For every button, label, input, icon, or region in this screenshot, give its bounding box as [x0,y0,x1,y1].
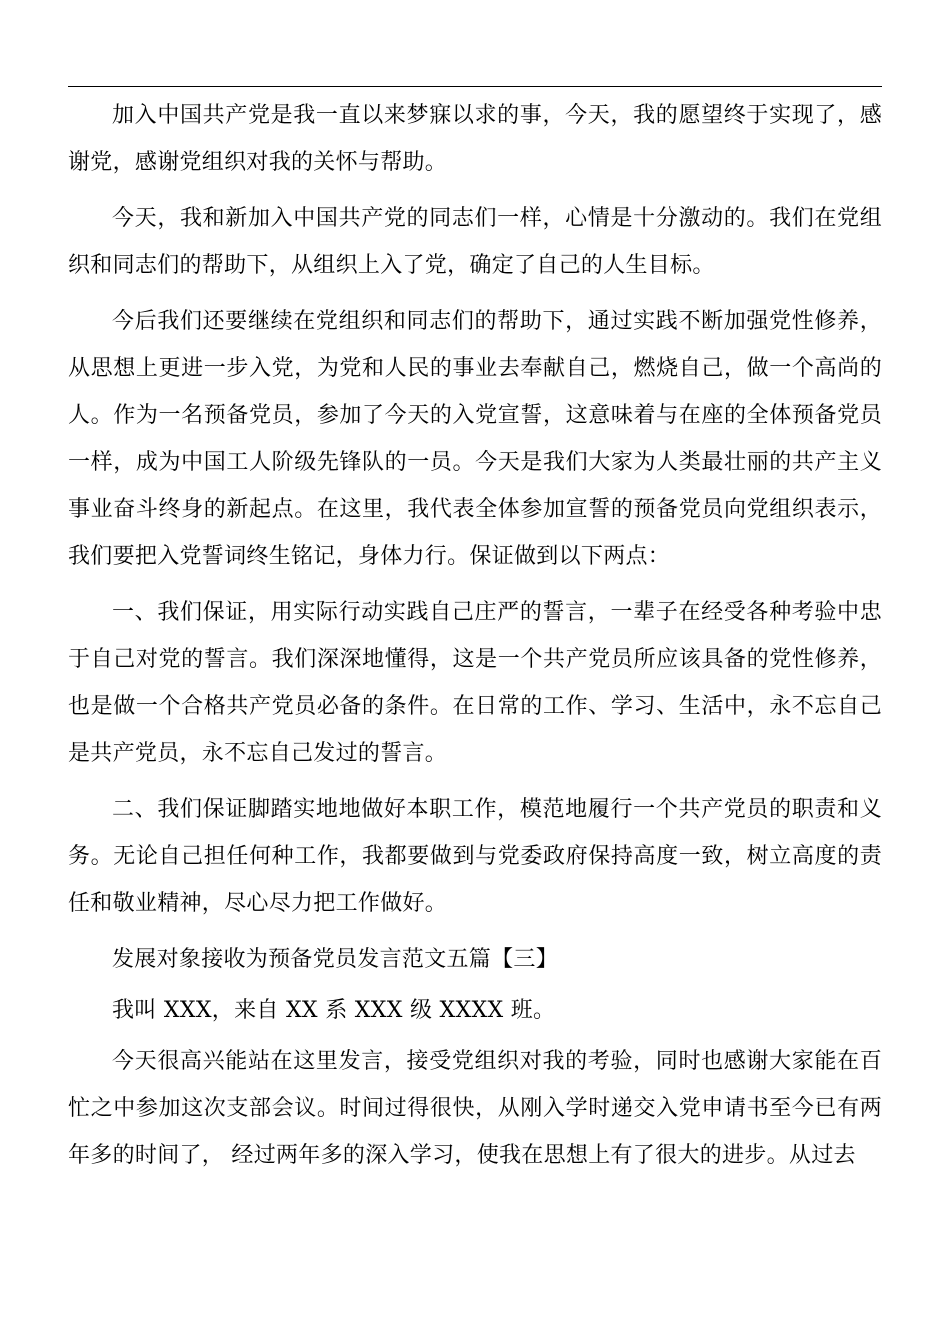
paragraph-1: 加入中国共产党是我一直以来梦寐以求的事，今天，我的愿望终于实现了，感谢党，感谢党组织对我的关怀与帮助。 [68,103,882,175]
section-heading: 发展对象接收为预备党员发言范文五篇【三】 [112,947,559,972]
paragraph-3: 今后我们还要继续在党组织和同志们的帮助下，通过实践不断加强党性修养，从思想上更进一步入党，为党和人民的事业去奉献自己，燃烧自己，做一个高尚的人。作为一名预备党员，参加了今天的入党宣誓，这意味着与在座的全体预备党员一样，成为中国工人阶级先锋队的一员。今天是我们大家为人类最壮丽的共产主义事业奋斗终身的新起点。在这里，我代表全体参加宣誓的预备党员向党组织表示，我们要把入党誓词终生铭记，身体力行。保证做到以下两点： [68,309,882,569]
closing-paragraph: 今天很高兴能站在这里发言，接受党组织对我的考验，同时也感谢大家能在百忙之中参加这次支部会议。时间过得很快，从刚入学时递交入党申请书至今已有两年多的时间了， 经过两年多的深入学习，使我在思想上有了很大的进步。从过去 [68,1049,882,1168]
header-rule [68,86,882,87]
paragraph-2: 今天，我和新加入中国共产党的同志们一样，心情是十分激动的。我们在党组织和同志们的帮助下，从组织上入了党，确定了自己的人生目标。 [68,206,882,278]
paragraph-5: 二、我们保证脚踏实地地做好本职工作，模范地履行一个共产党员的职责和义务。无论自己担任何种工作，我都要做到与党委政府保持高度一致，树立高度的责任和敬业精神，尽心尽力把工作做好。 [68,797,882,916]
document-body [68,92,882,1188]
intro-line: 我叫 XXX，来自 XX 系 XXX 级 XXXX 班。 [112,998,556,1023]
paragraph-4: 一、我们保证，用实际行动实践自己庄严的誓言，一辈子在经受各种考验中忠于自己对党的誓言。我们深深地懂得，这是一个共产党员所应该具备的党性修养，也是做一个合格共产党员必备的条件。在日常的工作、学习、生活中，永不忘自己是共产党员，永不忘自己发过的誓言。 [68,600,882,766]
